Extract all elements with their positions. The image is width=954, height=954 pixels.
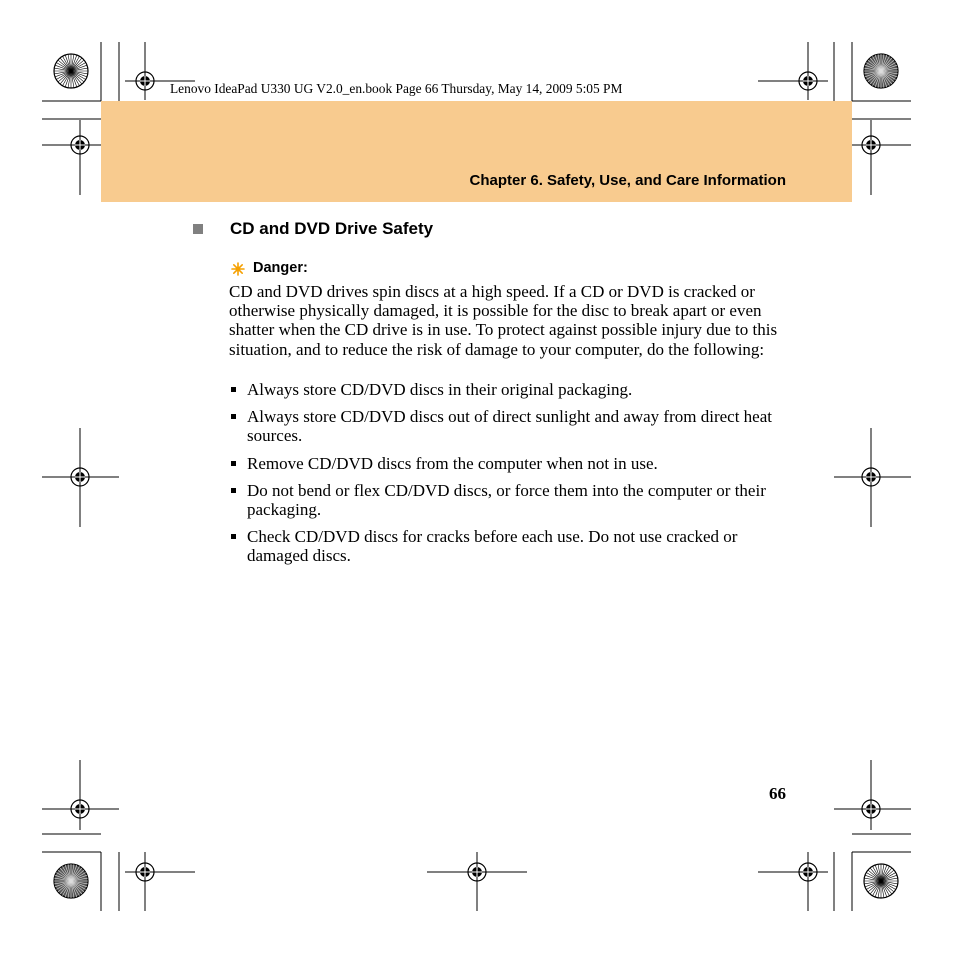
bullet-square-icon [231,387,236,392]
danger-paragraph: CD and DVD drives spin discs at a high speed. If a CD or DVD is cracked or otherwise physically damaged, it is possible for the disc to break apart or even shatter when the CD drive is in use. To protect against possible injury due to this situation, and to reduce the risk of damage to your computer, do the following: [229,282,778,359]
registration-mark-icon [855,461,887,493]
square-bullet-icon [193,224,203,234]
danger-burst-icon [231,262,245,276]
precaution-list [229,380,789,574]
registration-mark-icon [461,856,493,888]
registration-mark-icon [792,65,824,97]
list-item [229,481,789,519]
registration-mark-icon [64,129,96,161]
list-item-text: Remove CD/DVD discs from the computer when not in use. [247,453,658,473]
registration-mark-icon [129,856,161,888]
star-target-icon [54,54,88,88]
list-item [229,380,789,399]
star-target-icon [864,864,898,898]
list-item [229,527,789,565]
star-target-icon [54,864,88,898]
list-item [229,407,789,445]
chapter-title: Chapter 6. Safety, Use, and Care Information [469,172,786,189]
list-item-text: Check CD/DVD discs for cracks before each use. Do not use cracked or damaged discs. [247,527,738,566]
bullet-square-icon [231,461,236,466]
registration-mark-icon [64,793,96,825]
section-title: CD and DVD Drive Safety [230,219,434,238]
registration-mark-icon [64,461,96,493]
registration-mark-icon [792,856,824,888]
book-info-line: Lenovo IdeaPad U330 UG V2.0_en.book Page 66 Thursday, May 14, 2009 5:05 PM [170,81,623,96]
list-item-text: Always store CD/DVD discs out of direct sunlight and away from direct heat sources. [247,407,772,446]
bullet-square-icon [231,534,236,539]
star-target-icon [864,54,898,88]
list-item-text: Do not bend or flex CD/DVD discs, or force them into the computer or their packaging. [247,480,766,520]
list-item [229,454,789,473]
danger-label: Danger: [253,260,308,276]
page-number: 66 [769,784,786,803]
registration-mark-icon [855,129,887,161]
list-item-text: Always store CD/DVD discs in their original packaging. [247,380,633,399]
registration-mark-icon [855,793,887,825]
registration-mark-icon [129,65,161,97]
bullet-square-icon [231,414,236,419]
bullet-square-icon [231,488,236,493]
